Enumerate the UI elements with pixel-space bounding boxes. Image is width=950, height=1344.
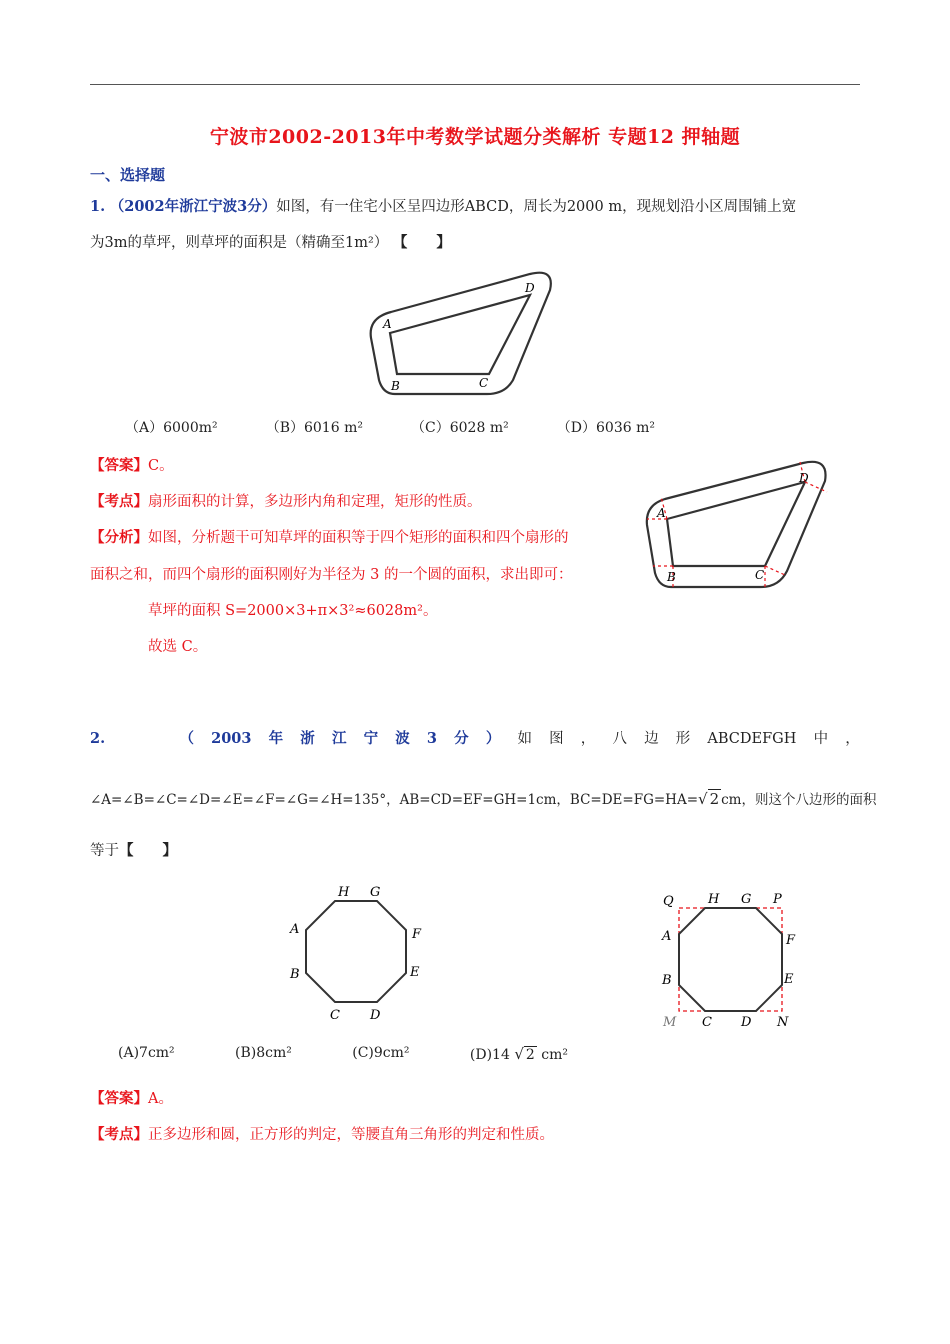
q2-line2 <box>90 789 877 810</box>
q2-src-2: 年 <box>268 730 284 747</box>
q1-analysis-label-c: C <box>755 568 765 582</box>
q2-fig2-label-h: H <box>708 892 720 907</box>
q2-answer: A。 <box>148 1091 173 1107</box>
q1-conclusion: 故选 C。 <box>148 639 208 655</box>
q1-choice-c: （C）6028 m² <box>411 420 509 436</box>
q2-src-3: 浙 <box>300 730 315 747</box>
q2-src-1: 2003 <box>211 730 252 747</box>
q2-intro-5: 形 <box>675 731 691 747</box>
q1-kaodian-line <box>90 490 482 511</box>
page-title: 宁波市2002-2013年中考数学试题分类解析 专题12 押轴题 <box>209 126 741 148</box>
q2-bracket: 【 】 <box>119 842 177 859</box>
q2-intro-0: 如 <box>517 731 532 747</box>
q2-fig1-label-b: B <box>290 967 300 982</box>
q1-fenxi-tag: 【分析】 <box>90 529 148 546</box>
q2-src-7: 3 <box>426 730 437 747</box>
q2-number: 2. <box>90 730 106 747</box>
q1-fig-label-d: D <box>525 281 535 295</box>
q1-text1: 如图，有一住宅小区呈四边形ABCD，周长为2000 m，现规划沿小区周围铺上宽 <box>276 199 797 215</box>
q2-choice-d-unit: cm² <box>541 1047 568 1063</box>
q2-fig2-label-f: F <box>786 933 796 948</box>
q1-analysis-label-b: B <box>667 570 676 584</box>
q1-choices <box>125 417 655 437</box>
q2-fig2-label-a: A <box>662 929 672 944</box>
q2-intro-7: 中 <box>813 731 829 747</box>
q2-choice-d: (D)14 √ 2 cm² <box>469 1045 568 1063</box>
q1-line2 <box>90 233 451 253</box>
q2-sqrt-radicand: 2 <box>709 790 720 808</box>
q1-answer-line <box>90 454 174 475</box>
q2-text2b: cm，则这个八边形的面积 <box>721 792 877 808</box>
q1-analysis-figure <box>643 455 833 595</box>
q1-fenxi2: 面积之和，而四个扇形的面积刚好为半径为 3 的一个圆的面积，求出即可： <box>90 567 573 583</box>
q1-analysis-label-a: A <box>657 506 666 520</box>
q2-fig1-label-d: D <box>370 1008 381 1023</box>
q2-intro-6: ABCDEFGH <box>707 731 797 747</box>
q1-analysis-inner-quadrilateral <box>667 482 805 566</box>
q1-source: （2002年浙江宁波3分） <box>109 198 277 215</box>
q1-answer-tag: 【答案】 <box>90 457 148 474</box>
q2-src-5: 宁 <box>363 730 379 747</box>
q2-intro-4: 边 <box>644 731 659 747</box>
q2-src-9: ） <box>485 730 501 747</box>
q1-number: 1. <box>90 198 106 215</box>
q1-fenxi1: 如图，分析题干可知草坪的面积等于四个矩形的面积和四个扇形的 <box>148 530 569 546</box>
q2-choice-c: (C)9cm² <box>352 1045 410 1061</box>
q2-fig2-label-p: P <box>773 892 782 907</box>
q2-text3: 等于 <box>90 843 119 859</box>
q1-text2: 为3m的草坪，则草坪的面积是（精确至1m²） <box>90 235 389 251</box>
q2-fig2-label-d: D <box>741 1015 752 1030</box>
q2-answer-tag: 【答案】 <box>90 1090 148 1107</box>
q2-line3 <box>90 841 177 861</box>
q2-octagon-2 <box>679 908 782 1011</box>
q1-fig-label-b: B <box>391 379 400 393</box>
q1-analysis-label-d: D <box>799 471 809 485</box>
q2-intro-2: ， <box>580 731 596 747</box>
q2-fig2-label-g: G <box>741 892 752 907</box>
q1-outer-boundary <box>371 273 551 394</box>
q2-choice-b: (B)8cm² <box>235 1045 292 1061</box>
q2-fig2-label-c: C <box>702 1015 712 1030</box>
q2-fig2-label-n: N <box>777 1015 789 1030</box>
q2-dashed-square <box>679 908 782 1011</box>
q2-fig1-label-e: E <box>410 965 420 980</box>
q1-fig-label-c: C <box>479 376 489 390</box>
q2-intro-8: ， <box>845 731 860 747</box>
section-heading: 一、选择题 <box>90 166 166 184</box>
q2-fig1-label-c: C <box>330 1008 340 1023</box>
q2-fig1-label-a: A <box>290 922 300 937</box>
q1-fenxi-line1 <box>90 526 569 547</box>
q1-choice-a: （A）6000m² <box>125 420 218 436</box>
q2-kaodian-tag: 【考点】 <box>90 1126 148 1143</box>
q2-fig1-label-g: G <box>370 885 381 900</box>
q2-kaodian-line <box>90 1123 554 1144</box>
q2-intro-1: 图 <box>549 731 564 747</box>
q2-choice-a: (A)7cm² <box>118 1045 175 1061</box>
q1-quadrilateral-figure <box>365 268 565 403</box>
q2-src-0: （ <box>179 730 194 747</box>
q1-kaodian-tag: 【考点】 <box>90 493 148 510</box>
q1-fig-label-a: A <box>383 317 392 331</box>
q2-octagon-square-figure <box>655 880 825 1032</box>
q2-answer-line <box>90 1087 173 1108</box>
header-rule <box>90 84 860 85</box>
q2-fig1-label-h: H <box>338 885 350 900</box>
q1-formula: 草坪的面积 S=2000×3+π×3²≈6028m²。 <box>148 603 438 619</box>
q2-fig1-label-f: F <box>412 927 422 942</box>
q2-kaodian: 正多边形和圆，正方形的判定，等腰直角三角形的判定和性质。 <box>148 1127 554 1143</box>
q2-src-8: 分 <box>454 730 469 747</box>
q2-fig2-label-q: Q <box>663 894 674 909</box>
q2-fig2-label-e: E <box>784 972 794 987</box>
q1-bracket: 【 】 <box>392 234 451 251</box>
q2-fig2-label-b: B <box>662 973 672 988</box>
q1-line1 <box>90 197 865 217</box>
q2-line1 <box>90 729 860 749</box>
q2-src-4: 江 <box>331 730 347 747</box>
q2-octagon <box>306 901 406 1002</box>
q2-choices <box>118 1045 568 1063</box>
q2-intro-3: 八 <box>612 731 627 747</box>
q1-kaodian: 扇形面积的计算，多边形内角和定理，矩形的性质。 <box>148 494 482 510</box>
q1-choice-d: （D）6036 m² <box>556 420 655 436</box>
q2-src-6: 波 <box>395 730 410 747</box>
q2-choice-d-radicand: 2 <box>525 1047 535 1063</box>
q2-choice-d-num: (D)14 <box>469 1047 510 1063</box>
q1-choice-b: （B）6016 m² <box>265 420 363 436</box>
q1-answer: C。 <box>148 458 174 474</box>
q2-octagon-figure <box>280 878 440 1028</box>
q2-text2a: ∠A=∠B=∠C=∠D=∠E=∠F=∠G=∠H=135°，AB=CD=EF=GH=1cm，BC=DE=FG=HA= <box>90 792 699 808</box>
q2-fig2-label-m: M <box>663 1015 677 1030</box>
q2-sqrt: √ 2 <box>698 790 720 808</box>
